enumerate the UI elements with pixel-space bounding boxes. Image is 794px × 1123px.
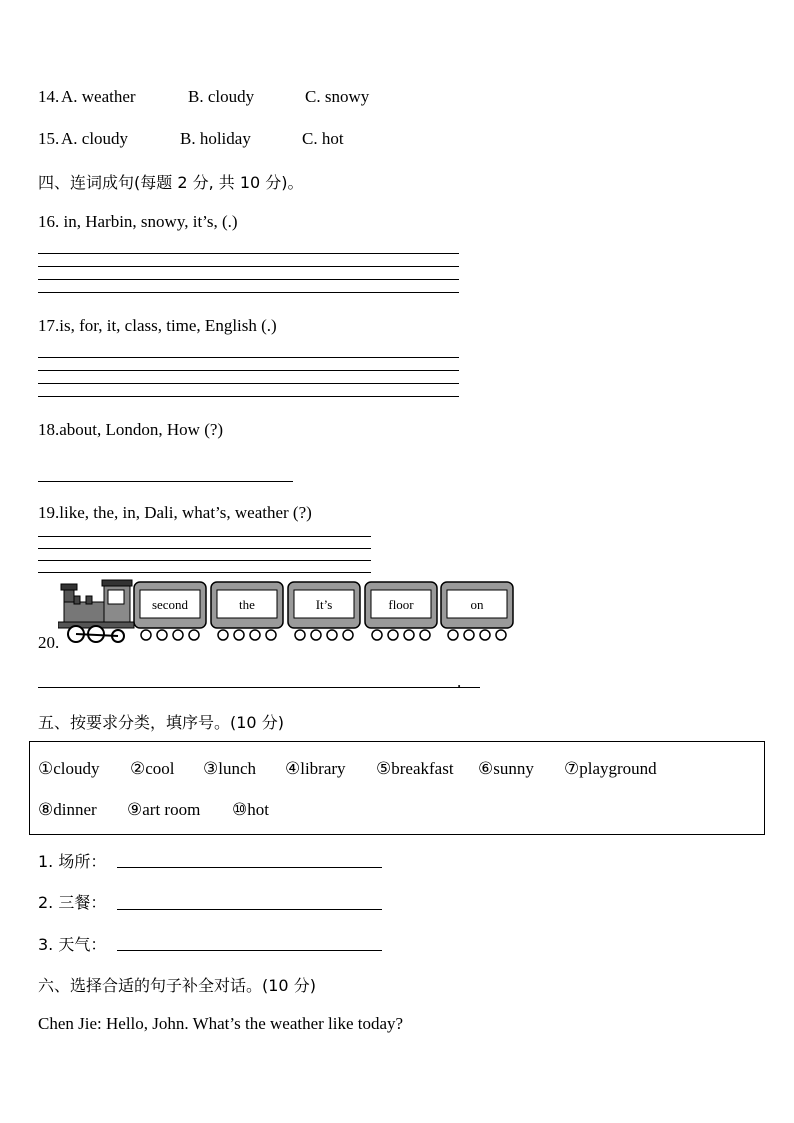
writing-line [38,396,459,397]
writing-line [38,292,459,293]
sentence-end-mark: . [457,672,462,691]
writing-line [38,572,371,573]
option-a: A. cloudy [61,129,129,148]
writing-line [38,383,459,384]
word-bank-item: ②cool [130,759,175,778]
option-c: C. snowy [305,87,370,106]
answer-line[interactable] [117,867,382,868]
question-number: 15. [38,129,60,148]
word-bank-item: ⑧dinner [38,800,97,819]
word-bank-item: ①cloudy [38,759,100,778]
question-14 [38,87,59,107]
train-car-word: floor [388,597,414,612]
option-b: B. holiday [180,129,251,148]
question-17: 17.is, for, it, class, time, English (.) [38,316,277,335]
word-bank-item: ⑦playground [564,759,657,778]
word-bank-item: ⑨art room [127,800,201,819]
word-bank-item: ⑩hot [232,800,269,819]
train-car-word: second [151,597,189,612]
train-car-word: It’s [315,597,333,612]
word-bank-item: ⑤breakfast [376,759,454,778]
option-c: C. hot [302,129,344,148]
section-5-heading: 五、按要求分类，填序号。(10 分) [38,713,284,732]
answer-line[interactable] [117,909,382,910]
word-train-illustration [58,578,518,648]
writing-line [38,560,371,561]
question-19: 19.like, the, in, Dali, what’s, weather (?) [38,503,312,522]
train-car-word: the [239,597,255,612]
writing-line [38,266,459,267]
train-car-word: on [470,597,484,612]
writing-line [38,370,459,371]
question-18: 18.about, London, How (?) [38,420,224,439]
question-number: 14. [38,87,60,106]
answer-line[interactable] [38,481,293,482]
question-16: 16. in, Harbin, snowy, it’s, (.) [38,212,238,231]
option-b: B. cloudy [188,87,255,106]
question-15 [38,129,59,149]
writing-line [38,357,459,358]
writing-line [38,536,371,537]
writing-line [38,279,459,280]
category-label-places: 1. 场所： [38,852,107,871]
category-label-meals: 2. 三餐： [38,893,107,912]
word-bank-item: ④library [285,759,346,778]
locomotive-icon [58,580,134,642]
word-bank-item: ⑥sunny [478,759,534,778]
question-20-number: 20. [38,633,60,652]
answer-line[interactable] [117,950,382,951]
word-bank-item: ③lunch [203,759,257,778]
category-label-weather: 3. 天气： [38,935,107,954]
section-6-heading: 六、选择合适的句子补全对话。(10 分) [38,976,316,995]
writing-line [38,253,459,254]
section-4-heading: 四、连词成句(每题 2 分, 共 10 分)。 [38,173,304,192]
answer-line[interactable] [38,687,480,688]
option-a: A. weather [61,87,136,106]
writing-line [38,548,371,549]
dialogue-line: Chen Jie: Hello, John. What’s the weather like today? [38,1014,404,1033]
word-bank-box [29,741,765,835]
